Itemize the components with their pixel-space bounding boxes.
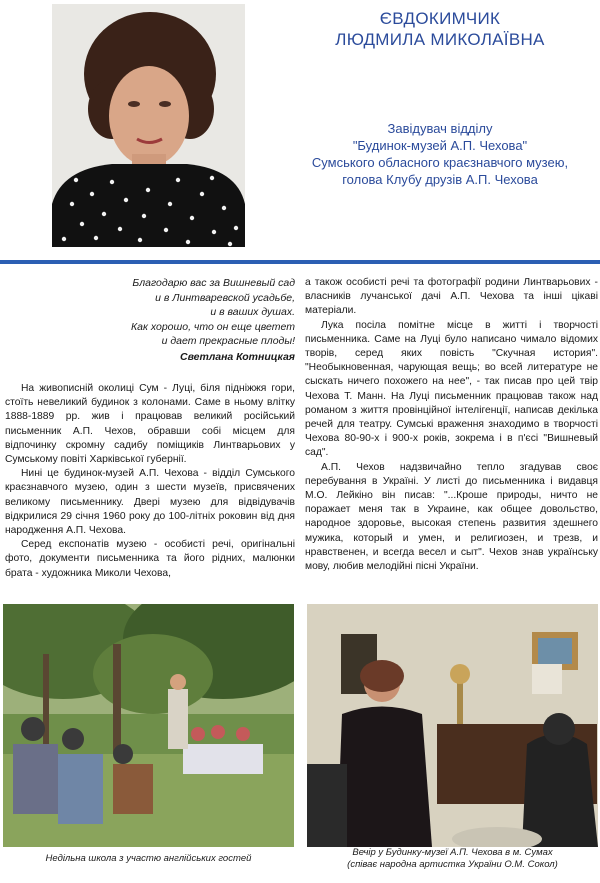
epigraph-signature: Светлана Котницкая: [180, 350, 295, 363]
photo-sunday-school: [3, 604, 294, 847]
paragraph: Нині це будинок-музей А.П. Чехова - відділ Сумського краєзнавчого музею, один з шести музеїв, присвячених великому письменнику. Двері музею для відвідувачів відкрилися 29 січня 1960 року до 100-літніх роковин від дня народження А.П. Чехова.: [5, 468, 295, 537]
paragraph: На живописній околиці Сум - Луці, біля підніжжя гори, стоїть невеликий будинок з колонами. Саме в ньому влітку 1888-1889 рр. жив і працював великий російський письменник А.П. Чехов, обравши собі місцем для відпочинку скромну садибу поміщиків Линтварьових у Сумському повіті Харківської губернії.: [5, 383, 295, 466]
photo-museum-evening: [307, 604, 598, 847]
person-position: [270, 120, 600, 188]
position-line: Сумського обласного краєзнавчого музею,: [311, 155, 569, 170]
epigraph-line: и дает прекрасные плоды!: [161, 335, 295, 347]
paragraph-continued: а також особисті речі та фотографії родини Линтварьових - власників лучанської дачі А.П. Чехова та інші цікаві матеріали.: [305, 277, 598, 317]
paragraph: Серед експонатів музею - особисті речі, оригінальні фото, документи письменника та його рідних, малюнки брата - художника Миколи Чехова,: [5, 539, 295, 579]
caption-line: (співає народна артистка України О.М. Сокол): [347, 859, 558, 870]
epigraph: [20, 276, 295, 364]
name-line-1: ЄВДОКИМЧИК: [379, 9, 501, 28]
position-line: голова Клубу друзів А.П. Чехова: [342, 172, 538, 187]
position-line: Завідувач відділу: [387, 121, 493, 136]
header-divider: [0, 260, 600, 264]
epigraph-line: Благодарю вас за Вишневый сад: [132, 277, 295, 289]
photo-caption-left: [3, 853, 294, 865]
photo-caption-right: [307, 847, 598, 871]
portrait-photo: [52, 4, 245, 247]
caption-line: Вечір у Будинку-музеї А.П. Чехова в м. Сумах: [352, 847, 553, 858]
body-column-left: [5, 382, 295, 581]
epigraph-line: Как хорошо, что он еще цветет: [130, 320, 295, 333]
paragraph: А.П. Чехов надзвичайно тепло згадував своє перебування в Україні. У листі до письменника і видавця М.О. Лейкіно він писав: "...Кроше природы, ничто не поражает меня так в Украине, как общее довольство, народное здоровье, высокая степень развития здешнего мужика, который и умен, и религиозен, и трезв, и нравственен, и всегда весел и сыт". Чехов знав українську мову, любив мелодійні пісні України.: [305, 461, 598, 573]
body-column-right: [305, 276, 598, 574]
epigraph-line: и в Линтваревской усадьбе,: [155, 291, 295, 304]
caption-line: Недільна школа з участю англійських гостей: [45, 853, 252, 864]
paragraph: Лука посіла помітне місце в житті і творчості письменника. Саме на Луці було написано чимало відомих творів, серед яких повість "Скучная история". "Необыкновенная, чарующая вещь; во всей литературе не сыскать ничего похожего на нее", - так писав про цей твір Чехова Т. Манн. На Луці письменник працював також над романом з життя провінційної інтелігенції, написав декілька речей для театру. Сумські враження знаходимо в творчості Чехова 80-90-х і 900-х років, зокрема і в п'єсі "Вишневый сад".: [305, 319, 598, 459]
name-line-2: ЛЮДМИЛА МИКОЛАЇВНА: [335, 30, 545, 49]
person-name: [290, 8, 590, 50]
epigraph-line: и в ваших душах.: [210, 306, 295, 318]
position-line: "Будинок-музей А.П. Чехова": [352, 138, 528, 153]
